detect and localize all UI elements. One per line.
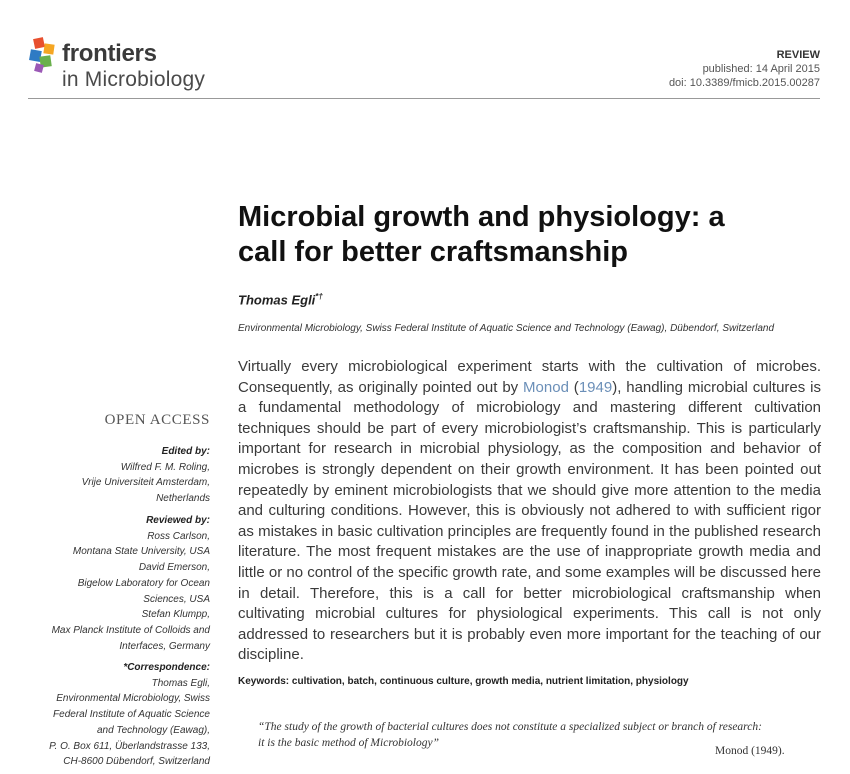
author-name[interactable] [238,292,323,307]
article-meta [669,48,820,90]
reviewer-line: Max Planck Institute of Colloids and [51,624,210,636]
correspondence-line: Environmental Microbiology, Swiss [56,693,210,705]
brand-name: frontiers [62,40,157,67]
citation-link[interactable]: Monod [523,378,569,396]
keywords-label: Keywords: [238,676,290,687]
correspondence-line: P. O. Box 611, Überlandstrasse 133, [49,740,210,752]
reviewed-by-section [20,513,210,654]
quote-attribution: Monod (1949). [715,745,785,757]
published-date: published: 14 April 2015 [702,63,820,75]
frontiers-logo[interactable] [28,36,268,92]
correspondence-line: and Technology (Eawag), [96,724,210,736]
editor-line: Vrije Universiteit Amsterdam, [81,477,210,489]
article-title [238,200,818,270]
keywords [238,676,689,687]
header-divider [28,98,820,99]
title-line: call for better craftsmanship [238,236,628,268]
correspondence-label: *Correspondence: [123,662,210,673]
reviewer-line: David Emerson, [138,562,210,574]
title-line: Microbial growth and physiology: a [238,201,725,233]
reviewer-line: Stefan Klumpp, [141,609,210,621]
reviewer-line: Bigelow Laboratory for Ocean [77,577,210,589]
citation-paren: ) [612,378,618,396]
citation-year-link[interactable]: 1949 [578,378,613,396]
author-text: Thomas Egli [238,292,316,308]
reviewer-line: Sciences, USA [143,593,210,605]
journal-name: in Microbiology [62,68,206,91]
quote-line: “The study of the growth of bacterial cultures does not constitute a specialized subject or branch of research: [258,721,762,733]
abstract-text: , handling microbial cultures is a fundamental methodology of microbiology and mastering different cultivation techniques should be part of every microbiologist’s craftsmanship. This is particularly important for research in microbial physiology, as the composition and behavior of microbes is strongly dependent on their growth environment. It has been pointed out repeatedly by eminent microbiologists that we should give more attention to the media and culturing conditions. However, this is obviously not adhered to with sufficient rigor as mistakes in basic cultivation principles are frequently found in the published research literature. The most frequent mistakes are the use of inappropriate growth media and little or no control of the specific growth rate, and some examples will be discussed here in detail. Therefore, this is a call for better microbiological craftsmanship when cultivating microbial cultures for physiological experiments. This call is not only addressed to researchers but it is probably even more important for the teaching of our discipline. [238,378,821,664]
reviewer-line: Ross Carlson, [147,530,210,542]
article-type: REVIEW [776,49,820,61]
quote-line: it is the basic method of Microbiology” [258,737,440,749]
editor-line: Netherlands [156,493,210,505]
correspondence-line: Federal Institute of Aquatic Science [53,709,210,721]
doi[interactable]: doi: 10.3389/fmicb.2015.00287 [668,77,820,89]
reviewed-by-label: Reviewed by: [146,515,210,526]
frontiers-logo-icon [28,36,62,74]
correspondence-line: CH-8600 Dübendorf, Switzerland [63,756,210,768]
author-marks: *† [315,292,323,301]
citation-paren: ( [568,378,579,396]
edited-by-section [20,444,210,507]
reviewer-line: Interfaces, Germany [119,640,210,652]
editor-line: Wilfred F. M. Roling, [120,461,210,473]
abstract [238,357,821,666]
abstract-text: Virtually every microbiological experiment starts with the cultivation of microbes. Consequently, as originally pointed out by [238,358,821,396]
open-access-label: OPEN ACCESS [104,412,210,428]
reviewer-line: Montana State University, USA [72,546,210,558]
author-affiliation: Environmental Microbiology, Swiss Federal Institute of Aquatic Science and Technology (Eawag), Dübendorf, Switzerland [238,323,775,334]
edited-by-label: Edited by: [161,446,210,457]
keywords-list: cultivation, batch, continuous culture, growth media, nutrient limitation, physiology [291,676,689,687]
correspondence-section [20,660,210,770]
correspondence-line: Thomas Egli, [151,677,210,689]
